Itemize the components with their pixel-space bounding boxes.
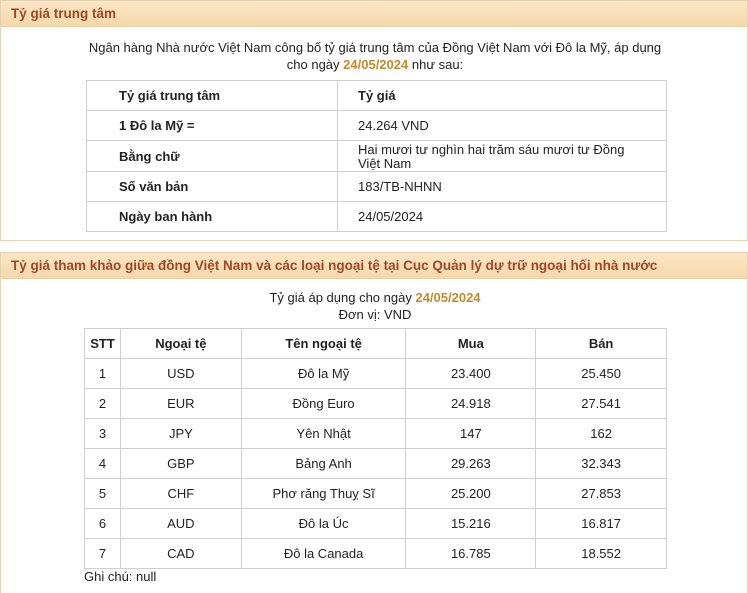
cell-sell: 32.343	[536, 449, 667, 479]
cell-sell: 25.450	[536, 359, 667, 389]
cell-currency-name: Đô la Mỹ	[241, 359, 406, 389]
cell-sell: 27.541	[536, 389, 667, 419]
cell-stt: 5	[85, 479, 121, 509]
table-row	[87, 172, 667, 202]
table-cell-value: 24.264 VND	[338, 111, 667, 141]
central-rate-intro	[1, 39, 748, 73]
cell-buy: 25.200	[406, 479, 536, 509]
table-cell-key: Tỷ giá trung tâm	[87, 81, 338, 111]
cell-stt: 7	[85, 539, 121, 569]
cell-buy: 147	[406, 419, 536, 449]
cell-currency-code: USD	[120, 359, 241, 389]
cell-currency-name: Phơ răng Thuỵ Sĩ	[241, 479, 406, 509]
reference-rate-table	[84, 328, 667, 569]
cell-sell: 27.853	[536, 479, 667, 509]
cell-stt: 1	[85, 359, 121, 389]
cell-currency-code: CAD	[120, 539, 241, 569]
cell-buy: 23.400	[406, 359, 536, 389]
intro-line-2-pre: cho ngày	[286, 57, 340, 72]
cell-buy: 16.785	[406, 539, 536, 569]
table-cell-value: 183/TB-NHNN	[338, 172, 667, 202]
central-rate-title: Tỷ giá trung tâm	[1, 1, 747, 27]
cell-currency-name: Đồng Euro	[241, 389, 406, 419]
cell-stt: 3	[85, 419, 121, 449]
table-row	[85, 389, 667, 419]
cell-currency-code: JPY	[120, 419, 241, 449]
intro-line-1: Ngân hàng Nhà nước Việt Nam công bố tỷ giá trung tâm của Đồng Việt Nam với Đô la Mỹ, áp dụng	[88, 40, 662, 55]
table-row	[85, 449, 667, 479]
cell-currency-code: EUR	[120, 389, 241, 419]
cell-currency-code: AUD	[120, 509, 241, 539]
header-stt: STT	[85, 329, 121, 359]
table-cell-key: Số văn bản	[87, 172, 338, 202]
table-row	[87, 111, 667, 141]
table-cell-key: Bằng chữ	[87, 141, 338, 172]
reference-rate-intro	[1, 289, 748, 323]
table-cell-value: 24/05/2024	[338, 202, 667, 232]
note-text: Ghi chú: null	[84, 569, 157, 584]
cell-stt: 6	[85, 509, 121, 539]
table-row	[85, 479, 667, 509]
cell-stt: 2	[85, 389, 121, 419]
intro-line-2	[1, 56, 748, 73]
intro-date: 24/05/2024	[343, 57, 409, 72]
table-row	[85, 419, 667, 449]
applied-date: 24/05/2024	[415, 290, 481, 305]
table-cell-key: 1 Đô la Mỹ =	[87, 111, 338, 141]
cell-currency-name: Đô la Canada	[241, 539, 406, 569]
cell-buy: 29.263	[406, 449, 536, 479]
cell-currency-name: Bảng Anh	[241, 449, 406, 479]
table-row	[87, 81, 667, 111]
table-row	[85, 509, 667, 539]
table-row	[87, 141, 667, 172]
central-rate-panel	[0, 0, 748, 241]
table-cell-key: Ngày ban hành	[87, 202, 338, 232]
table-row	[85, 359, 667, 389]
table-cell-value: Hai mươi tư nghìn hai trăm sáu mươi tư Đồng Việt Nam	[338, 141, 667, 172]
table-row	[85, 539, 667, 569]
cell-currency-name: Đô la Úc	[241, 509, 406, 539]
unit-label: Đơn vị: VND	[338, 307, 412, 322]
reference-rate-body	[85, 359, 667, 569]
header-sell: Bán	[536, 329, 667, 359]
header-currency-code: Ngoại tệ	[120, 329, 241, 359]
header-currency-name: Tên ngoại tệ	[241, 329, 406, 359]
cell-buy: 24.918	[406, 389, 536, 419]
cell-buy: 15.216	[406, 509, 536, 539]
table-header-row	[85, 329, 667, 359]
cell-currency-name: Yên Nhật	[241, 419, 406, 449]
table-cell-value: Tỷ giá	[338, 81, 667, 111]
cell-sell: 18.552	[536, 539, 667, 569]
reference-rate-title: Tỷ giá tham khảo giữa đồng Việt Nam và các loại ngoại tệ tại Cục Quản lý dự trữ ngoại hối nhà nước	[1, 253, 747, 279]
cell-sell: 162	[536, 419, 667, 449]
cell-stt: 4	[85, 449, 121, 479]
applied-pre: Tỷ giá áp dụng cho ngày	[269, 290, 412, 305]
cell-sell: 16.817	[536, 509, 667, 539]
central-rate-table	[86, 80, 667, 232]
intro-line-2-post: như sau:	[411, 57, 464, 72]
cell-currency-code: CHF	[120, 479, 241, 509]
header-buy: Mua	[406, 329, 536, 359]
applied-line	[1, 289, 748, 306]
table-row	[87, 202, 667, 232]
cell-currency-code: GBP	[120, 449, 241, 479]
